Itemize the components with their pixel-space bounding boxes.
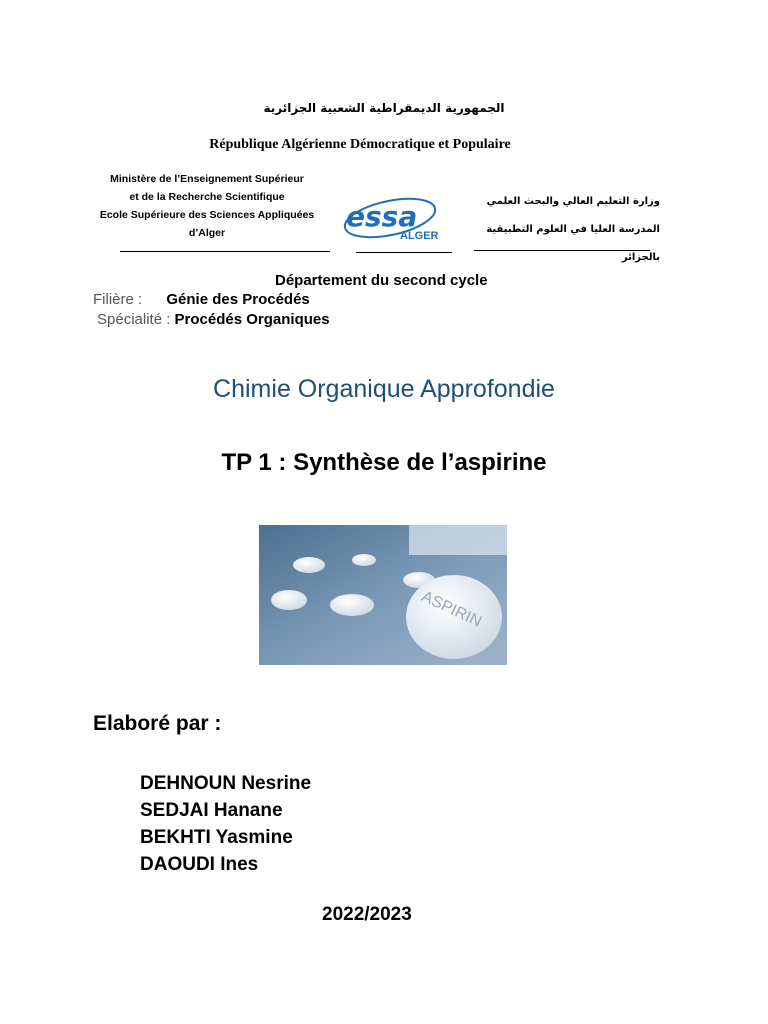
filiere-label: Filière :	[93, 291, 143, 308]
author-name: DAOUDI Ines	[140, 854, 259, 875]
aspirin-tablets-image	[259, 525, 507, 665]
tp-title: TP 1 : Synthèse de l’aspirine	[221, 449, 547, 476]
author-name: DEHNOUN Nesrine	[140, 773, 312, 794]
authors-list	[140, 770, 311, 878]
academic-year: 2022/2023	[322, 904, 412, 925]
arabic-republic-title: الجمهورية الديمقراطية الشعبية الجزائرية	[263, 101, 505, 115]
filiere-value: Génie des Procédés	[166, 291, 310, 308]
ministry-ar-line: وزارة التعليم العالي والبحث العلمي	[486, 196, 660, 207]
ministry-line: d’Alger	[188, 227, 226, 239]
authors-label: Elaboré par :	[93, 712, 222, 735]
filiere-row	[93, 291, 310, 308]
logo-underline	[356, 252, 452, 253]
ministry-french	[92, 170, 322, 242]
author-name: BEKHTI Yasmine	[140, 827, 293, 848]
department-title: Département du second cycle	[275, 272, 488, 289]
logo-main-text: essa	[346, 200, 418, 233]
essa-logo-icon	[342, 196, 442, 242]
speciality-value: Procédés Organiques	[174, 311, 330, 328]
pill-text: ASPIRIN	[418, 588, 485, 631]
author-name: SEDJAI Hanane	[140, 800, 283, 821]
ministry-line: Ecole Supérieure des Sciences Appliquées	[99, 209, 315, 221]
ministry-line: et de la Recherche Scientifique	[129, 191, 285, 203]
ministry-ar-underline	[474, 250, 650, 251]
republic-title: République Algérienne Démocratique et Populaire	[209, 137, 511, 152]
logo-sub-text: ALGER	[400, 230, 439, 242]
ministry-ar-line: المدرسة العليا في العلوم التطبيقية بالجزائر	[486, 224, 660, 263]
course-title: Chimie Organique Approfondie	[213, 375, 555, 403]
ministry-line: Ministère de l’Enseignement Supérieur	[110, 173, 304, 185]
ministry-arabic	[470, 188, 660, 272]
ministry-underline	[120, 251, 330, 252]
speciality-row	[97, 311, 330, 328]
speciality-label: Spécialité :	[97, 311, 171, 328]
